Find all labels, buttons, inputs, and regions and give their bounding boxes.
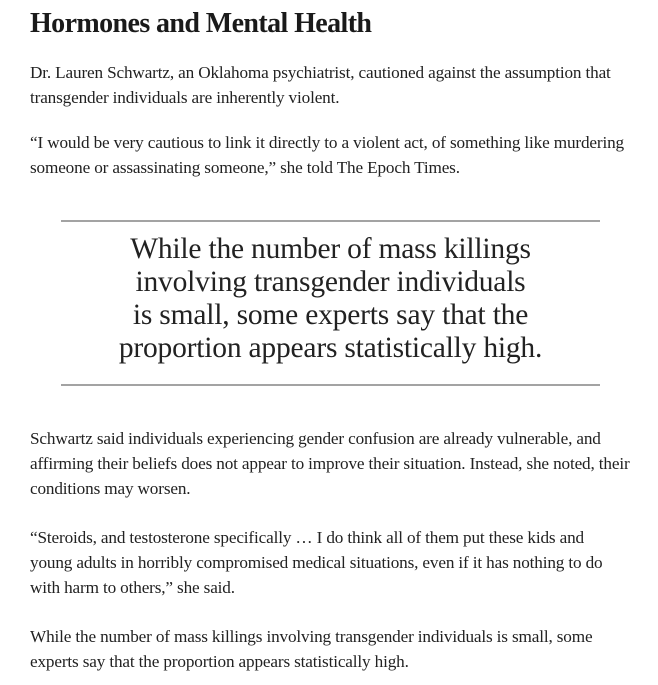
- article-paragraph: Dr. Lauren Schwartz, an Oklahoma psychiatrist, cautioned against the assumption that transgender individuals are inherently violent.: [30, 63, 611, 107]
- article-paragraph: While the number of mass killings involving transgender individuals is small, some experts say that the proportion appears statistically high.: [30, 627, 593, 671]
- article-paragraph-quote: “I would be very cautious to link it directly to a violent act, of something like murdering someone or assassinating someone,” she told The Epoch Times.: [30, 133, 624, 177]
- pullquote-bottom-rule: [61, 384, 600, 386]
- pullquote: [61, 233, 600, 365]
- section-heading: Hormones and Mental Health: [30, 8, 372, 39]
- pullquote-line: involving transgender individuals: [135, 266, 526, 298]
- pullquote-top-rule: [61, 220, 600, 222]
- article-paragraph: Schwartz said individuals experiencing gender confusion are already vulnerable, and affirming their beliefs does not appear to improve their situation. Instead, she noted, their conditions may worsen.: [30, 429, 630, 498]
- pullquote-line: proportion appears statistically high.: [118, 332, 543, 364]
- pullquote-line: While the number of mass killings: [130, 233, 531, 265]
- pullquote-line: is small, some experts say that the: [132, 299, 529, 331]
- article-paragraph-quote: “Steroids, and testosterone specifically … I do think all of them put these kids and young adults in horribly compromised medical situations, even if it has nothing to do with harm to others,” she said.: [30, 528, 603, 597]
